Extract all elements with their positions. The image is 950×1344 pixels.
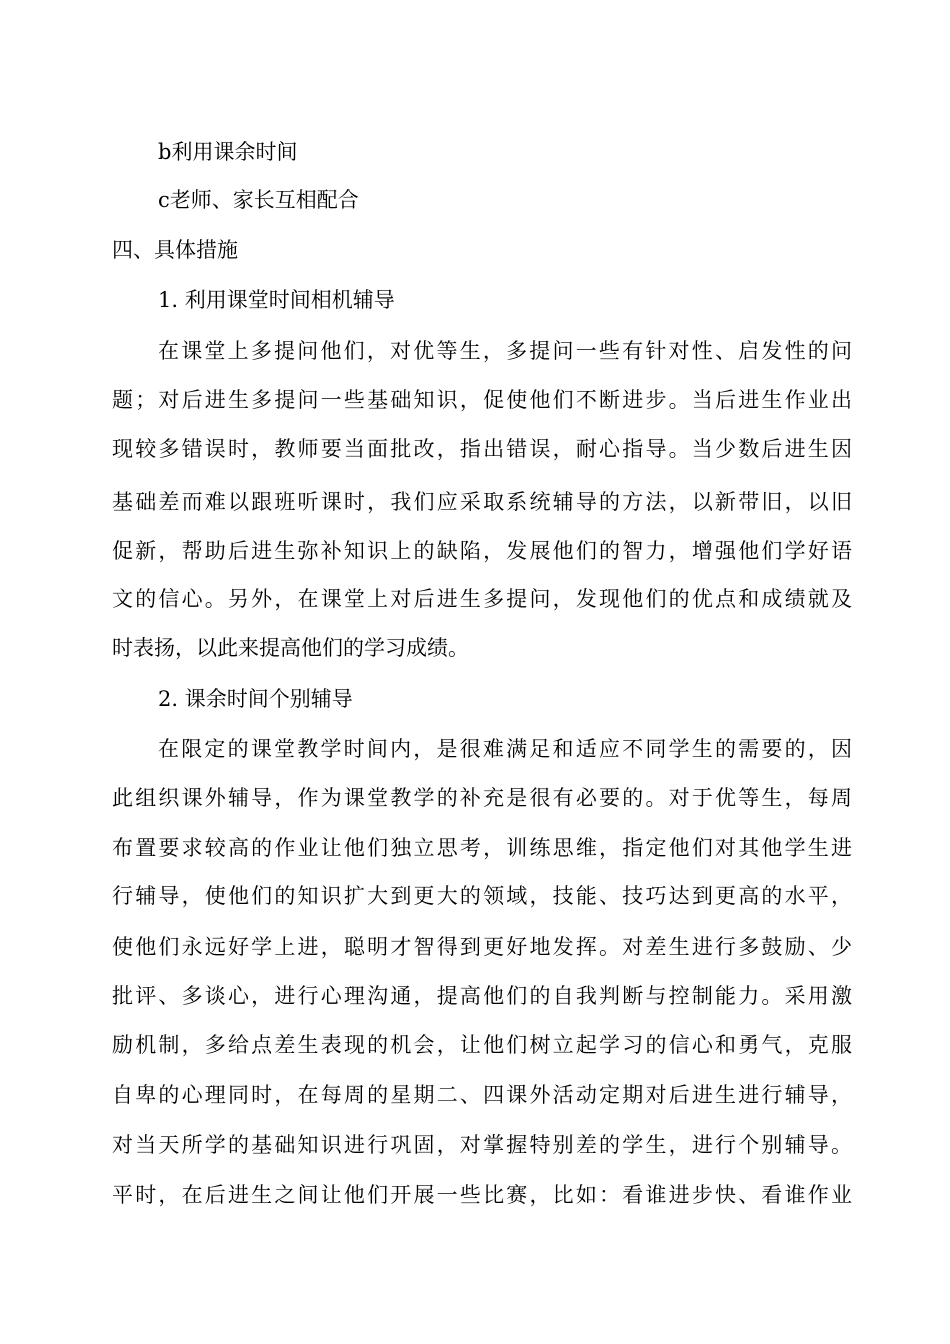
list-item-b: b利用课余时间 [158,140,298,164]
paragraph-1-line-7: 时表扬，以此来提高他们的学习成绩。 [112,636,469,660]
paragraph-1-line-2: 题；对后进生多提问一些基础知识，促使他们不断进步。当后进生作业出 [112,388,852,412]
paragraph-1-line-1: 在课堂上多提问他们，对优等生，多提问一些有针对性、启发性的问 [158,339,852,363]
paragraph-2-line-1: 在限定的课堂教学时间内，是很难满足和适应不同学生的需要的，因 [158,737,852,761]
paragraph-2-line-9: 对当天所学的基础知识进行巩固，对掌握特别差的学生，进行个别辅导。 [112,1133,852,1157]
paragraph-2-line-4: 行辅导，使他们的知识扩大到更大的领域，技能、技巧达到更高的水平， [112,884,852,908]
subheading-2: 2. 课余时间个别辅导 [158,687,353,711]
paragraph-1-line-3: 现较多错误时，教师要当面批改，指出错误，耐心指导。当少数后进生因 [112,437,852,461]
paragraph-2-line-2: 此组织课外辅导，作为课堂教学的补充是很有必要的。对于优等生，每周 [112,786,852,810]
paragraph-1-line-6: 文的信心。另外，在课堂上对后进生多提问，发现他们的优点和成绩就及 [112,587,852,611]
paragraph-2-line-5: 使他们永远好学上进，聪明才智得到更好地发挥。对差生进行多鼓励、少 [112,935,852,959]
paragraph-2-line-3: 布置要求较高的作业让他们独立思考，训练思维，指定他们对其他学生进 [112,836,852,860]
section-heading-measures: 四、具体措施 [112,238,238,262]
subheading-1: 1. 利用课堂时间相机辅导 [158,288,395,312]
paragraph-2-line-7: 励机制，多给点差生表现的机会，让他们树立起学习的信心和勇气，克服 [112,1033,852,1057]
paragraph-2-line-8: 自卑的心理同时，在每周的星期二、四课外活动定期对后进生进行辅导， [112,1083,852,1107]
paragraph-1-line-4: 基础差而难以跟班听课时，我们应采取系统辅导的方法，以新带旧，以旧 [112,490,852,514]
paragraph-1-line-5: 促新，帮助后进生弥补知识上的缺陷，发展他们的智力，增强他们学好语 [112,539,852,563]
list-item-c: c老师、家长互相配合 [158,188,359,212]
paragraph-2-line-6: 批评、多谈心，进行心理沟通，提高他们的自我判断与控制能力。采用激 [112,984,852,1008]
paragraph-2-line-10: 平时，在后进生之间让他们开展一些比赛，比如：看谁进步快、看谁作业 [112,1183,852,1207]
